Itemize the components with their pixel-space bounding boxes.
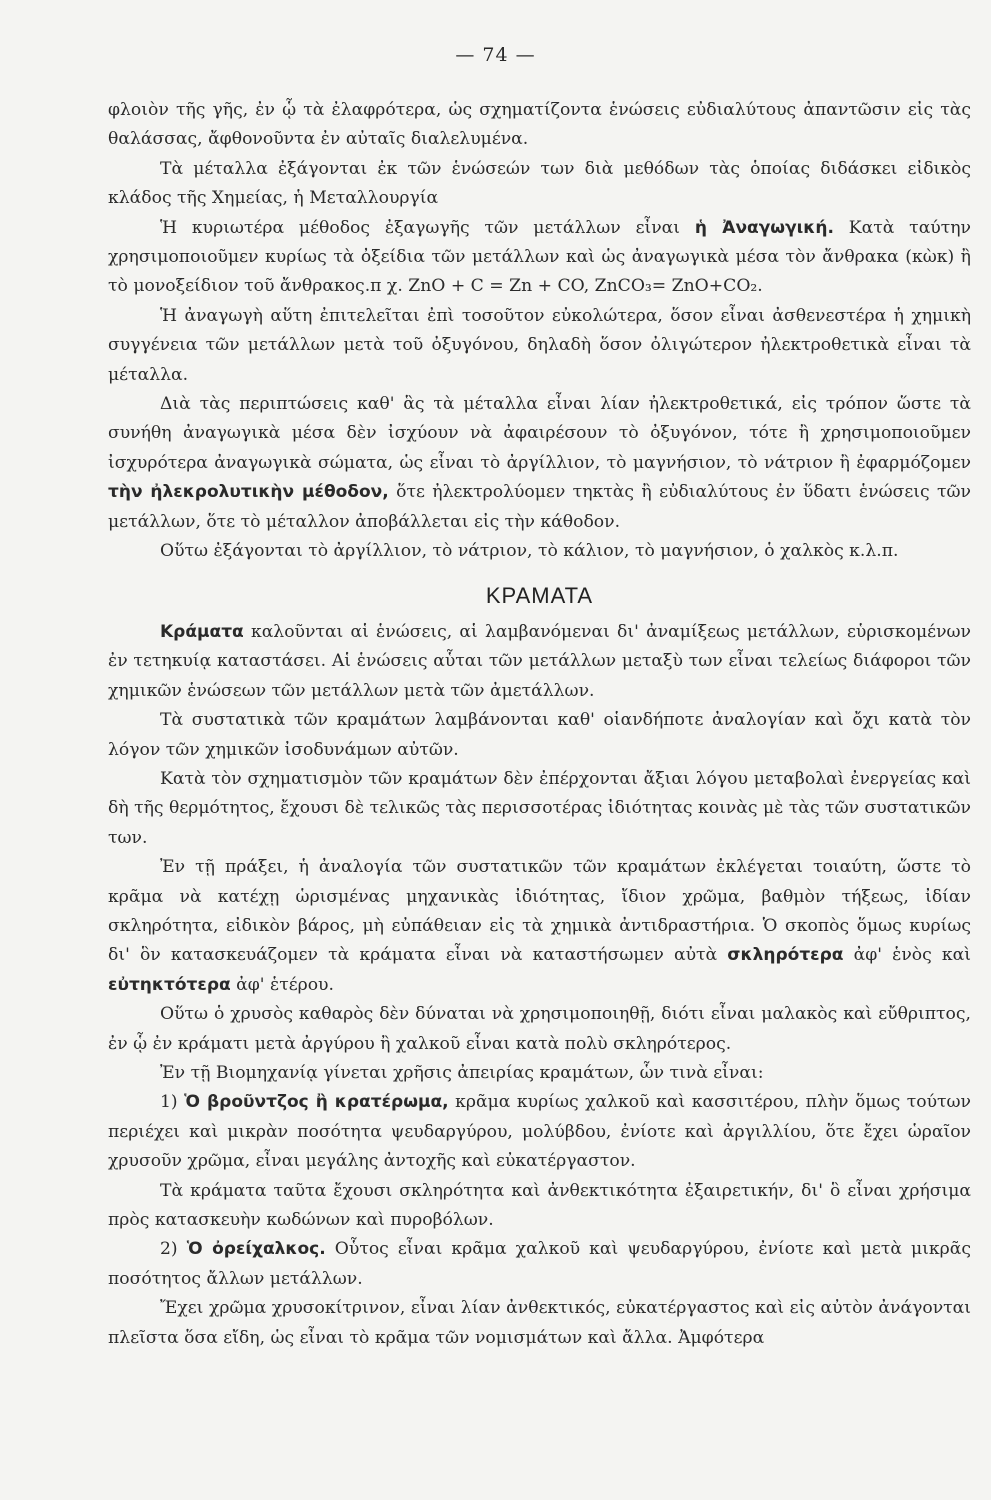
text-run: Ἔχει χρῶμα χρυσοκίτρινον, εἶναι λίαν ἀνθεκτικός, εὐκατέργαστος καὶ εἰς αὐτὸν ἀνάγονται πλεῖστα ὅσα εἴδη, ὡς εἶναι τὸ κρᾶμα τῶν νομισμάτων καὶ ἄλλα. Ἀμφότερα — [108, 1298, 971, 1348]
paragraph — [108, 1059, 971, 1088]
bold-term: σκληρότερα — [727, 945, 844, 966]
text-run: Οὕτω ἐξάγονται τὸ ἀργίλλιον, τὸ νάτριον, τὸ κάλιον, τὸ μαγνήσιον, ὁ χαλκὸς κ.λ.π. — [160, 541, 899, 562]
paragraph — [108, 618, 971, 706]
text-run: Τὰ κράματα ταῦτα ἔχουσι σκληρότητα καὶ ἀνθεκτικότητα ἐξαιρετικήν, δι' ὃ εἶναι χρήσιμα πρὸς κατασκευὴν κωδώνων καὶ πυροβόλων. — [108, 1180, 971, 1231]
text-run: Οὕτω ὁ χρυσὸς καθαρὸς δὲν δύναται νὰ χρησιμοποιηθῇ, διότι εἶναι μαλακὸς καὶ εὔθριπτος, ἐν ᾧ ἐν κράματι μετὰ ἀργύρου ἢ χαλκοῦ εἶναι κατὰ πολὺ σκληρότερος. — [108, 1004, 971, 1054]
text-run: καλοῦνται αἱ ἑνώσεις, αἱ λαμβανόμεναι δι' ἀναμίξεως μετάλλων, εὑρισκομένων ἐν τετηκυίᾳ καταστάσει. Αἱ ἑνώσεις αὗται τῶν μετάλλων μεταξὺ των εἶναι τελείως διάφοροι τῶν χημικῶν ἑνώσεων τῶν μετάλλων μετὰ τῶν ἀμετάλλων. — [108, 621, 971, 701]
body-text — [108, 96, 971, 1353]
text-run: Τὰ μέταλλα ἐξάγονται ἐκ τῶν ἑνώσεών των διὰ μεθόδων τὰς ὁποίας διδάσκει εἰδικὸς κλάδος τῆς Χημείας, ἡ Μεταλλουργία — [108, 158, 971, 209]
text-run: ὅτε ἠλεκτρολύομεν τηκτὰς ἢ εὐδιαλύτους ἐν ὕδατι ἑνώσεις τῶν μετάλλων, ὅτε τὸ μέταλλον ἀποβάλλεται εἰς τὴν κάθοδον. — [108, 482, 971, 532]
text-run: Οὗτος εἶναι κρᾶμα χαλκοῦ καὶ ψευδαργύρου, ἐνίοτε καὶ μετὰ μικρᾶς ποσότητος ἄλλων μετάλλων. — [108, 1239, 971, 1289]
paragraph — [108, 1235, 971, 1294]
text-run: φλοιὸν τῆς γῆς, ἐν ᾧ τὰ ἐλαφρότερα, ὡς σχηματίζοντα ἑνώσεις εὐδιαλύτους ἀπαντῶσιν εἰς τὰς θαλάσσας, ἄφθονοῦντα ἐν αὐταῖς διαλελυμένα. — [108, 100, 971, 150]
text-run: Τὰ συστατικὰ τῶν κραμάτων λαμβάνονται καθ' οἱανδήποτε ἀναλογίαν καὶ ὄχι κατὰ τὸν λόγον τῶν χημικῶν ἰσοδυνάμων αὐτῶν. — [108, 710, 971, 760]
paragraph — [108, 1088, 971, 1176]
text-run: Ἡ κυριωτέρα μέθοδος ἐξαγωγῆς τῶν μετάλλων εἶναι — [160, 217, 695, 238]
paragraph — [108, 302, 971, 390]
text-run: Ἐν τῇ Βιομηχανίᾳ γίνεται χρῆσις ἀπειρίας κραμάτων, ὧν τινὰ εἶναι: — [160, 1063, 764, 1083]
text-run: 2) — [160, 1239, 187, 1260]
paragraph — [108, 1294, 971, 1353]
text-run: Διὰ τὰς περιπτώσεις καθ' ἃς τὰ μέταλλα εἶναι λίαν ἠλεκτροθετικά, εἰς τρόπον ὥστε τὰ συνήθη ἀναγωγικὰ μέσα δὲν ἰσχύουν νὰ ἀφαιρέσουν τὸ ὀξυγόνον, τότε ἢ χρησιμοποιοῦμεν ἰσχυρότερα ἀναγωγικὰ σώματα, ὡς εἶναι τὸ ἀργίλλιον, τὸ μαγνήσιον, τὸ νάτριον ἢ ἐφαρμόζομεν — [108, 394, 971, 473]
paragraph — [108, 1000, 971, 1059]
paragraph — [108, 537, 971, 566]
bold-term: τὴν ἠλεκρολυτικὴν μέθοδον, — [108, 482, 389, 503]
alloys-section — [108, 618, 971, 1353]
text-run: κρᾶμα κυρίως χαλκοῦ καὶ κασσιτέρου, πλὴν ὅμως τούτων περιέχει καὶ μικρὰν ποσότητα ψευδαργύρου, μολύβδου, ἐνίοτε καὶ ἀργιλλίου, ὅτε ἔχει ὡραῖον χρυσοῦν χρῶμα, εἶναι μεγάλης ἀντοχῆς καὶ εὐκατέργαστον. — [108, 1092, 971, 1172]
intro-section — [108, 96, 971, 567]
bold-term: Ὁ βροῦντζος ἢ κρατέρωμα, — [184, 1092, 449, 1113]
text-run: Ἐν τῇ πράξει, ἡ ἀναλογία τῶν συστατικῶν τῶν κραμάτων ἐκλέγεται τοιαύτη, ὥστε τὸ κρᾶμα νὰ κατέχῃ ὡρισμένας μηχανικὰς ἰδιότητας, ἴδιον χρῶμα, βαθμὸν τήξεως, ἰδίαν σκληρότητα, εἰδικὸν βάρος, μὴ εὐπάθειαν εἰς τὰ χημικὰ ἀντιδραστήρια. Ὁ σκοπὸς ὅμως κυρίως δι' ὃν κατασκευάζομεν τὰ κράματα εἶναι νὰ καταστήσωμεν αὐτὰ — [108, 857, 971, 966]
text-run: 1) — [160, 1092, 185, 1113]
paragraph — [108, 853, 971, 1000]
text-run: ἀφ' ἑνὸς καὶ — [843, 945, 971, 966]
paragraph — [108, 390, 971, 537]
paragraph — [108, 214, 971, 302]
text-run: Κατὰ ταύτην χρησιμοποιοῦμεν κυρίως τὰ ὀξείδια τῶν μετάλλων καὶ ὡς ἀναγωγικὰ μέσα τὸν ἄνθρακα (κὼκ) ἢ τὸ μονοξείδιον τοῦ ἄνθρακος.π χ. ZnO + C = Zn + CO, ZnCO₃= ZnO+CO₂. — [108, 217, 971, 297]
paragraph — [108, 96, 971, 155]
paragraph — [108, 706, 971, 765]
paragraph — [108, 765, 971, 853]
bold-term: ἡ Ἀναγωγική. — [694, 217, 834, 238]
paragraph — [108, 155, 971, 214]
text-run: Ἡ ἀναγωγὴ αὕτη ἐπιτελεῖται ἐπὶ τοσοῦτον εὐκολώτερα, ὅσον εἶναι ἀσθενεστέρα ἡ χημικὴ συγγένεια τῶν μετάλλων μετὰ τοῦ ὀξυγόνου, δηλαδὴ ὅσον ὀλιγώτερον ἠλεκτροθετικὰ εἶναι τὰ μέταλλα. — [108, 305, 971, 385]
bold-term: εὐτηκτότερα — [108, 974, 231, 995]
bold-term: Ὁ ὀρείχαλκος. — [186, 1239, 326, 1260]
section-heading: ΚΡΑΜΑΤΑ — [485, 582, 594, 608]
bold-term: Κράματα — [160, 621, 244, 642]
paragraph — [108, 1177, 971, 1236]
text-run: Κατὰ τὸν σχηματισμὸν τῶν κραμάτων δὲν ἐπέρχονται ἄξιαι λόγου μεταβολαὶ ἐνεργείας καὶ δὴ τῆς θερμότητος, ἔχουσι δὲ τελικῶς τὰς περισσοτέρας ἰδιότητας κοινὰς μὲ τὰς τῶν συστατικῶν των. — [108, 768, 971, 848]
text-run: ἀφ' ἑτέρου. — [230, 974, 334, 995]
page-number: — 74 — — [455, 44, 536, 66]
